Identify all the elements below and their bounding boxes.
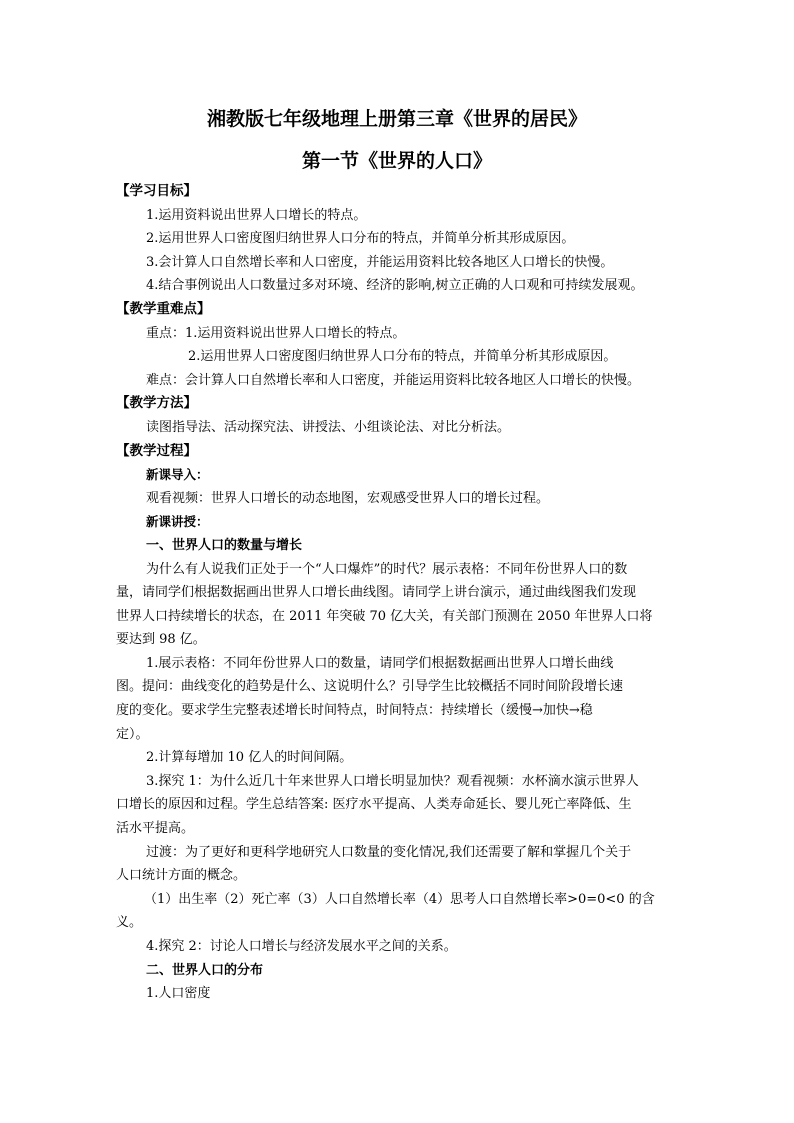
intro-text: 观看视频：世界人口增长的动态地图，宏观感受世界人口的增长过程。 [146,490,550,506]
paragraph-line: 世界人口持续增长的状态，在 2011 年突破 70 亿大关，有关部门预测在 2050 年世界人口将 [116,608,653,624]
document-subtitle: 第一节《世界的人口》 [301,150,492,172]
paragraph-line: （1）出生率（2）死亡率（3）人口自然增长率（4）思考人口自然增长率>0=0<0 的含 [144,891,655,907]
difficult-point: 难点：会计算人口自然增长率和人口密度，并能运用资料比较各地区人口增长的快慢。 [146,372,641,388]
paragraph-line: 活水平提高。 [116,821,195,837]
paragraph-line: 2.计算每增加 10 亿人的时间间隔。 [146,750,353,766]
methods-text: 读图指导法、活动探究法、讲授法、小组谈论法、对比分析法。 [146,419,511,435]
section-heading-process: 【教学过程】 [116,442,197,459]
paragraph-line: 量，请同学们根据数据画出世界人口增长曲线图。请同学上讲台演示，通过曲线图我们发现 [116,585,637,601]
intro-label: 新课导入： [146,467,209,483]
goal-item: 4.结合事例说出人口数量过多对环境、经济的影响,树立正确的人口观和可持续发展观。 [146,278,644,294]
paragraph-line: 定）。 [116,726,149,742]
paragraph-line: 口增长的原因和过程。学生总结答案: 医疗水平提高、人类寿命延长、婴儿死亡率降低、生 [116,797,632,813]
paragraph-line: 义。 [116,915,143,931]
paragraph-line: 1.展示表格：不同年份世界人口的数量，请同学们根据数据画出世界人口增长曲线 [146,655,614,671]
paragraph-line: 过渡：为了更好和更科学地研究人口数量的变化情况,我们还需要了解和掌握几个关于 [146,844,632,860]
goal-item: 2.运用世界人口密度图归纳世界人口分布的特点，并简单分析其形成原因。 [146,231,575,247]
goal-item: 3.会计算人口自然增长率和人口密度，并能运用资料比较各地区人口增长的快慢。 [146,254,614,270]
paragraph-line: 为什么有人说我们正处于一个“人口爆炸”的时代？展示表格：不同年份世界人口的数 [146,561,628,577]
goal-item: 1.运用资料说出世界人口增长的特点。 [146,207,367,223]
paragraph-line: 度的变化。要求学生完整表述增长时间特点，时间特点：持续增长（缓慢→加快→稳 [116,703,593,719]
paragraph-line: 要达到 98 亿。 [116,632,206,648]
section-heading-methods: 【教学方法】 [116,395,197,412]
part1-title: 一、世界人口的数量与增长 [146,537,303,553]
document-title: 湘教版七年级地理上册第三章《世界的居民》 [206,108,587,130]
paragraph-line: 人口统计方面的概念。 [116,868,247,884]
paragraph-line: 3.探究 1：为什么近几十年来世界人口增长明显加快？观看视频：水杯滴水演示世界人 [146,773,639,789]
paragraph-line: 4.探究 2：讨论人口增长与经济发展水平之间的关系。 [146,939,457,954]
key-point-1: 重点：1.运用资料说出世界人口增长的特点。 [146,325,406,341]
key-point-2: 2.运用世界人口密度图归纳世界人口分布的特点，并简单分析其形成原因。 [188,349,617,365]
document-body [116,180,686,1006]
section-heading-key-points: 【教学重难点】 [116,300,211,317]
paragraph-line: 图。提问：曲线变化的趋势是什么、这说明什么？引导学生比较概括不同时间阶段增长速 [116,679,624,695]
part2-title: 二、世界人口的分布 [146,962,264,978]
lecture-label: 新课讲授： [146,514,209,530]
paragraph-line: 1.人口密度 [146,986,211,1002]
section-heading-goals: 【学习目标】 [116,183,197,199]
